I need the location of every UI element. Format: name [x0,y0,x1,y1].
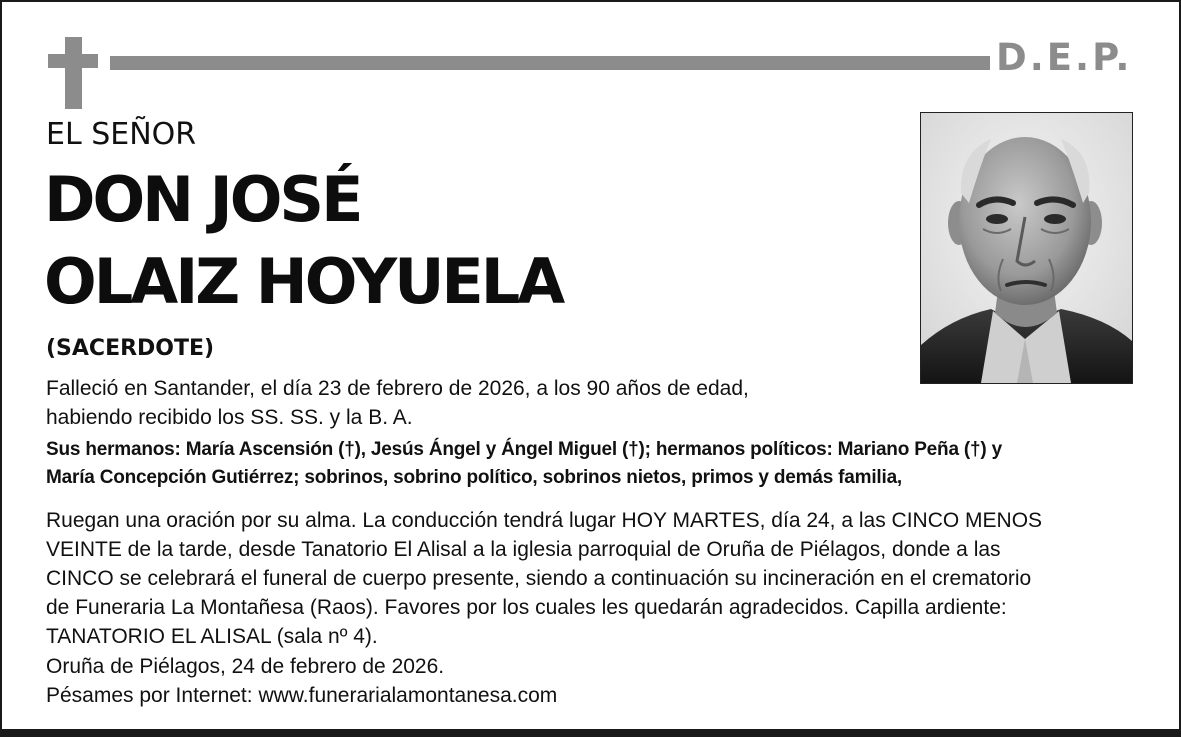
notice-footer [46,652,557,710]
ceremony-line: CINCO se celebrará el funeral de cuerpo presente, siendo a continuación su incineración en el crematorio [46,567,1032,590]
deceased-name-line1: DON JOSÉ [44,163,361,236]
header-rule [110,56,990,70]
ceremony-details [46,506,1042,651]
deceased-title: (SACERDOTE) [46,336,215,361]
place-date: Oruña de Piélagos, 24 de febrero de 2026. [46,655,445,678]
family-list [46,436,1141,492]
dep-label: D.E.P. [996,36,1133,79]
cross-icon [48,37,98,109]
ceremony-line: VEINTE de la tarde, desde Tanatorio El Alisal a la iglesia parroquial de Oruña de Piélagos, donde a las [46,538,1001,561]
ceremony-line: de Funeraria La Montañesa (Raos). Favores por los cuales les quedarán agradecidos. Capilla ardiente: [46,596,1007,619]
ceremony-line: Ruegan una oración por su alma. La conducción tendrá lugar HOY MARTES, día 24, a las CINCO MENOS [46,509,1043,532]
honorific: EL SEÑOR [46,117,197,152]
deceased-name-line2: OLAIZ HOYUELA [44,245,563,318]
ceremony-line: TANATORIO EL ALISAL (sala nº 4). [46,625,378,648]
family-line: María Concepción Gutiérrez; sobrinos, sobrino político, sobrinos nietos, primos y demás familia, [46,467,903,488]
death-notice [46,374,749,432]
condolences-link: Pésames por Internet: www.funerarialamontanesa.com [46,684,558,707]
portrait-photo [920,112,1133,384]
death-notice-line: Falleció en Santander, el día 23 de febrero de 2026, a los 90 años de edad, [46,377,749,400]
death-notice-line: habiendo recibido los SS. SS. y la B. A. [46,406,413,429]
portrait-image [921,113,1132,383]
family-line: Sus hermanos: María Ascensión (†), Jesús Ángel y Ángel Miguel (†); hermanos políticos: Mariano Peña (†) y [46,439,1002,460]
